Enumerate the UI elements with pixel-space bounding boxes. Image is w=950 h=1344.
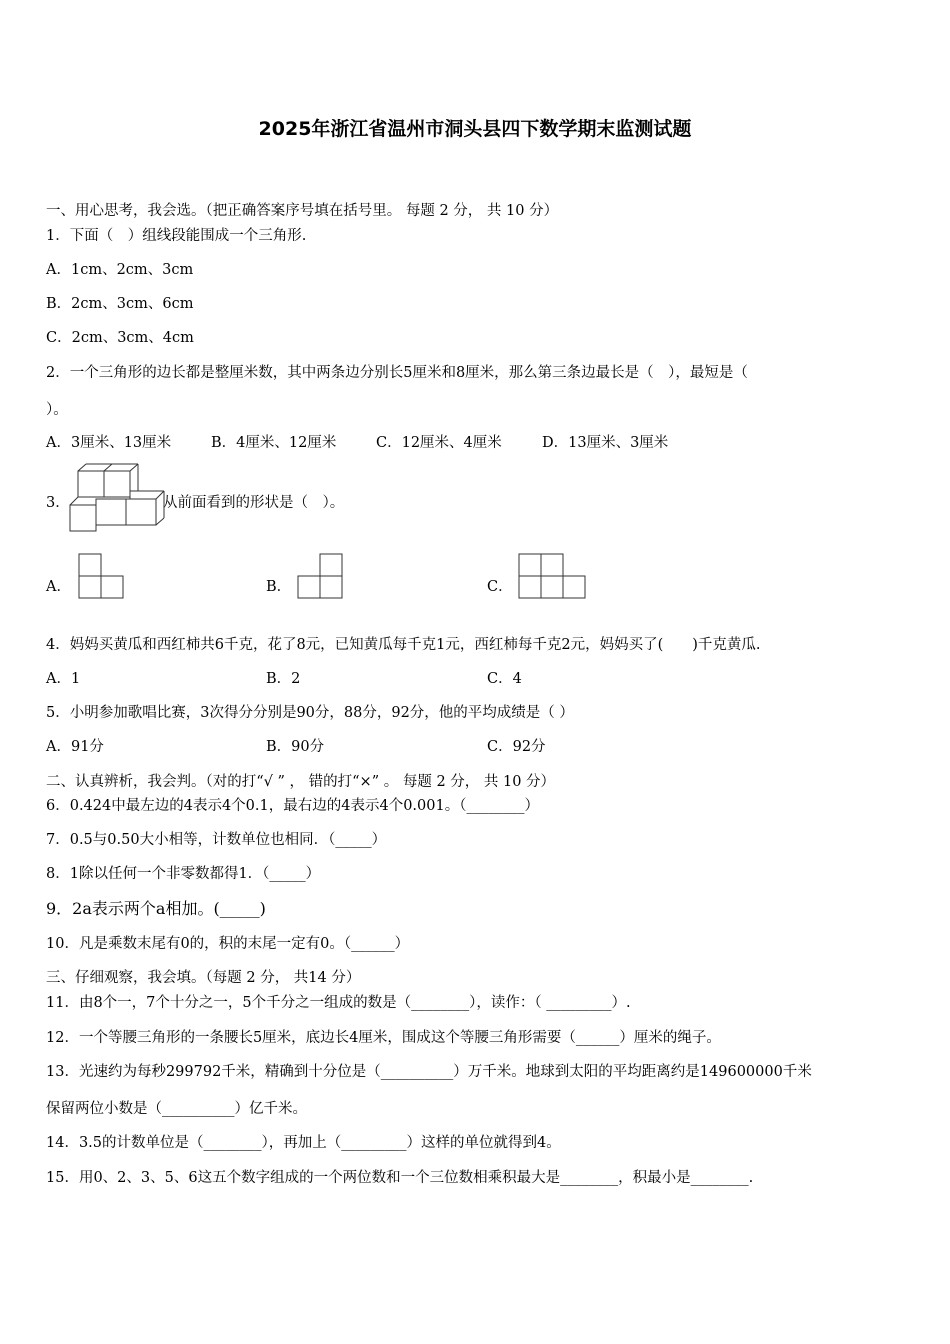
q4-stem: 4．妈妈买黄瓜和西红柿共6千克，花了8元，已知黄瓜每千克1元，西红柿每千克2元，妈妈买了( )千克黄瓜. [46,637,761,653]
q5-option-a: A．91分 [46,739,104,755]
q2-option-c: C．12厘米、4厘米 [376,435,502,451]
q3-option-b-shape [297,553,343,599]
q11: 11．由8个一，7个十分之一，5个千分之一组成的数是（________），读作：（ _________）. [46,995,631,1011]
q2-option-d: D．13厘米、3厘米 [542,435,669,451]
q13: 13．光速约为每秒299792千米，精确到十分位是（__________）万千米。地球到太阳的平均距离约是149600000千米 [46,1064,812,1080]
q1-option-b: B．2cm、3cm、6cm [46,296,194,312]
q6: 6．0.424中最左边的4表示4个0.1，最右边的4表示4个0.001。（________） [46,798,539,814]
q1-option-a: A．1cm、2cm、3cm [46,262,194,278]
q9: 9．2a表示两个a相加。(_____) [46,899,266,918]
q4-option-b: B．2 [266,671,301,687]
q3-number: 3． [46,495,70,511]
q1-option-c: C．2cm、3cm、4cm [46,330,194,346]
q14: 14．3.5的计数单位是（________），再加上（_________）这样的单位就得到4。 [46,1135,561,1151]
section1-header: 一、用心思考，我会选。（把正确答案序号填在括号里。 每题 2 分， 共 10 分） [46,203,559,219]
q3-stem: 从前面看到的形状是（ ）。 [163,495,345,511]
q4-option-a: A．1 [46,671,81,687]
q12: 12．一个等腰三角形的一条腰长5厘米，底边长4厘米，围成这个等腰三角形需要（______）厘米的绳子。 [46,1030,721,1046]
q2-stem-continued: ）。 [46,402,68,418]
q15: 15．用0、2、3、5、6这五个数字组成的一个两位数和一个三位数相乘积最大是________，积最小是________. [46,1170,754,1186]
q3-option-c-shape [518,553,586,599]
q10: 10．凡是乘数末尾有0的，积的末尾一定有0。（______） [46,936,410,952]
q3-option-c-label: C． [487,579,513,595]
q2-option-b: B．4厘米、12厘米 [211,435,337,451]
q3-option-a-shape [78,553,124,599]
q5-option-c: C．92分 [487,739,546,755]
section2-header: 二、认真辨析，我会判。（对的打“√ ” ， 错的打“×” 。 每题 2 分， 共 10 分） [46,774,556,790]
q8: 8．1除以任何一个非零数都得1．（_____） [46,866,321,882]
section3-header: 三、仔细观察，我会填。（每题 2 分， 共14 分） [46,970,361,986]
q1-stem: 1．下面（ ）组线段能围成一个三角形. [46,228,307,244]
q2-stem: 2．一个三角形的边长都是整厘米数，其中两条边分别长5厘米和8厘米，那么第三条边最长是（ ），最短是（ [46,365,748,381]
q7: 7．0.5与0.50大小相等，计数单位也相同．（_____） [46,832,387,848]
q3-option-b-label: B． [266,579,292,595]
cube-stack-figure [68,463,166,539]
q4-option-c: C．4 [487,671,522,687]
q2-option-a: A．3厘米、13厘米 [46,435,172,451]
q3-option-a-label: A． [46,579,71,595]
q13-continued: 保留两位小数是（__________）亿千米。 [46,1101,307,1117]
page-title: 2025年浙江省温州市洞头县四下数学期末监测试题 [258,118,692,140]
q5-option-b: B．90分 [266,739,325,755]
q5-stem: 5．小明参加歌唱比赛，3次得分分别是90分，88分，92分，他的平均成绩是（ ） [46,705,574,721]
